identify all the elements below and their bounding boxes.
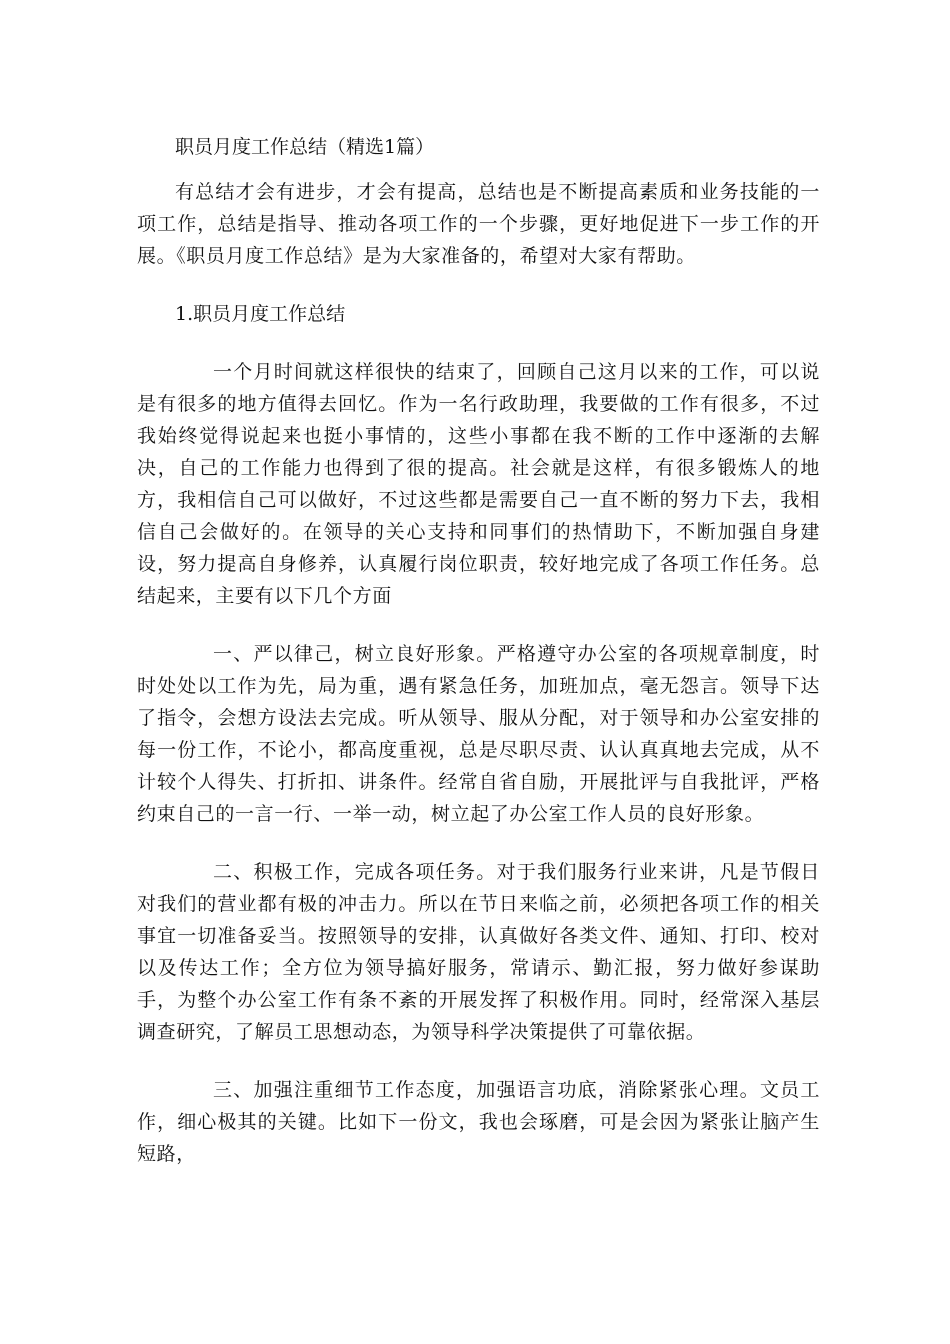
paragraph-self-discipline: 一、严以律己，树立良好形象。严格遵守办公室的各项规章制度，时时处处以工作为先，局为重，遇有紧急任务，加班加点，毫无怨言。领导下达了指令，会想方设法去完成。听从领导、服从分配，对于领导和办公室安排的每一份工作，不论小，都高度重视，总是尽职尽责、认认真真地去完成，从不计较个人得失、打折扣、讲条件。经常自省自励，开展批评与自我批评，严格约束自己的一言一行、一举一动，树立起了办公室工作人员的良好形象。 <box>137 643 820 825</box>
section-heading: 1.职员月度工作总结 <box>175 303 346 325</box>
paragraph-attention-to-detail: 三、加强注重细节工作态度，加强语言功底，消除紧张心理。文员工作，细心极其的关键。比如下一份文，我也会琢磨，可是会因为紧张让脑产生短路， <box>137 1079 820 1165</box>
document-body <box>137 128 820 1196</box>
paragraph-overview: 一个月时间就这样很快的结束了，回顾自己这月以来的工作，可以说是有很多的地方值得去回忆。作为一名行政助理，我要做的工作有很多，不过我始终觉得说起来也挺小事情的，这些小事都在我不断的工作中逐渐的去解决，自己的工作能力也得到了很的提高。社会就是这样，有很多锻炼人的地方，我相信自己可以做好，不过这些都是需要自己一直不断的努力下去，我相信自己会做好的。在领导的关心支持和同事们的热情助下，不断加强自身建设，努力提高自身修养，认真履行岗位职责，较好地完成了各项工作任务。总结起来，主要有以下几个方面 <box>137 361 820 607</box>
paragraph-active-work: 二、积极工作，完成各项任务。对于我们服务行业来讲，凡是节假日对我们的营业都有极的冲击力。所以在节日来临之前，必须把各项工作的相关事宜一切准备妥当。按照领导的安排，认真做好各类文件、通知、打印、校对以及传达工作；全方位为领导搞好服务，常请示、勤汇报，努力做好参谋助手，为整个办公室工作有条不紊的开展发挥了积极作用。同时，经常深入基层调查研究，了解员工思想动态，为领导科学决策提供了可靠依据。 <box>137 861 820 1043</box>
intro-paragraph: 有总结才会有进步，才会有提高，总结也是不断提高素质和业务技能的一项工作，总结是指导、推动各项工作的一个步骤，更好地促进下一步工作的开展。《职员月度工作总结》是为大家准备的，希望对大家有帮助。 <box>137 181 820 267</box>
document-title: 职员月度工作总结（精选1篇） <box>175 136 435 158</box>
